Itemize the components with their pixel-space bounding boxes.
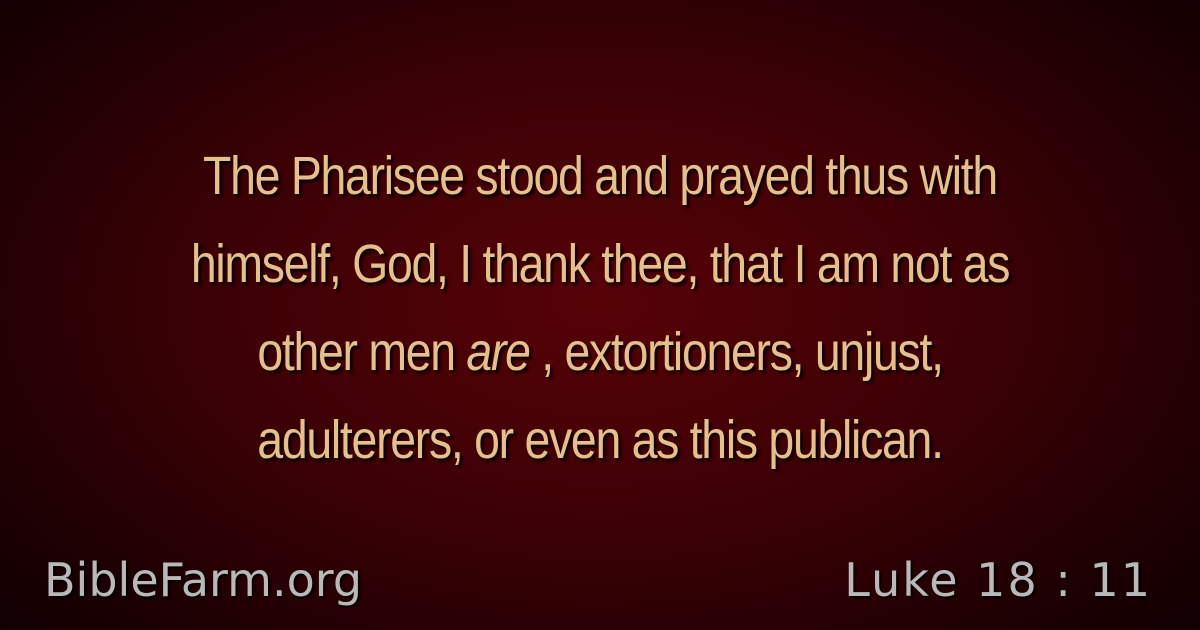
verse-line-3 <box>118 308 1081 396</box>
verse-reference: Luke 18 : 11 <box>844 553 1152 607</box>
verse-line-3-start: other men <box>257 322 467 382</box>
verse-text <box>118 132 1081 484</box>
verse-line-2: himself, God, I thank thee, that I am not as <box>190 234 1010 294</box>
site-name: BibleFarm.org <box>44 553 363 607</box>
verse-line-3-end: , extortioners, unjust, <box>529 322 943 382</box>
verse-line-1: The Pharisee stood and prayed thus with <box>203 146 997 206</box>
verse-italic-word: are <box>466 322 530 382</box>
verse-line-4: adulterers, or even as this publican. <box>257 410 943 470</box>
